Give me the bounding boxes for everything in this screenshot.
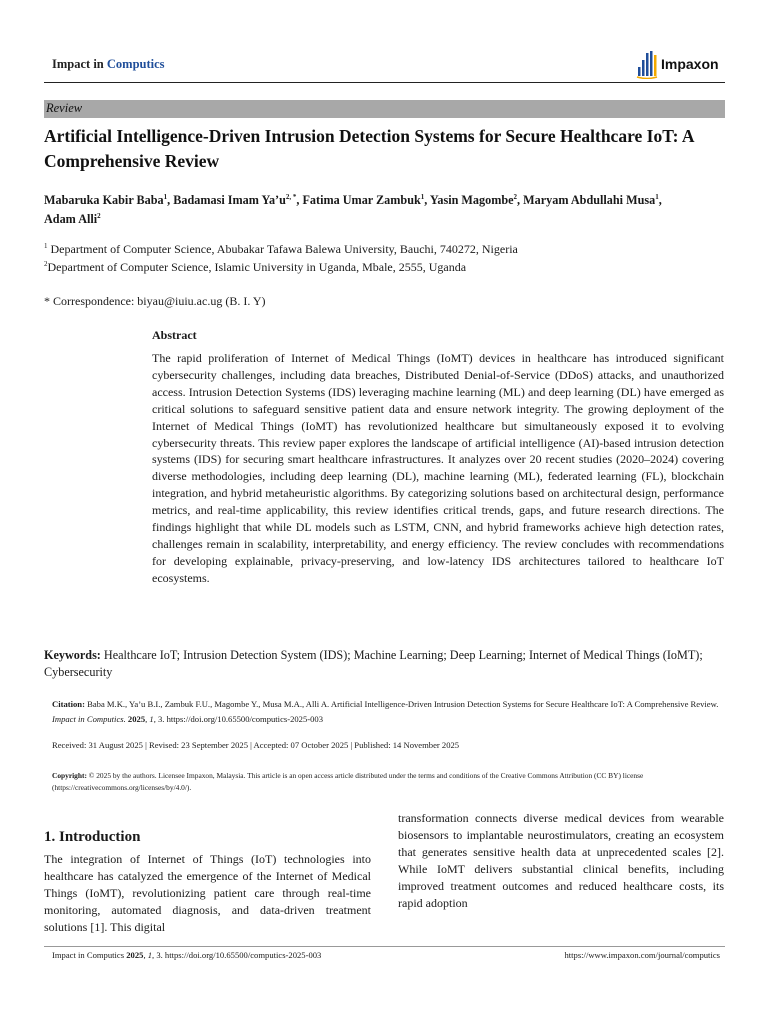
affiliation: $^2$Department of Computer Science, Islamic University in Uganda, Mbale, 2555, Uganda xyxy=(44,260,467,274)
author[interactable]: Yasin Magombe$^2$ xyxy=(429,192,518,207)
body-column-left: The integration of Internet of Things (IoT) technologies into healthcare has catalyzed the emergence of the Internet of Medical Things (IoMT), revolutionizing patient care through real-time monitoring, automated diagnosis, and data-driven treatment solutions [1]. This digital xyxy=(44,852,371,934)
publisher-logo[interactable] xyxy=(636,48,719,80)
abstract-text: The rapid proliferation of Internet of Medical Things (IoMT) devices in healthcare has introduced significant cybersecurity challenges, including data breaches, Distributed Denial-of-Service (DDoS) attacks, and unauthorized access. Intrusion Detection Systems (IDS) leveraging machine learning (ML) and deep learning (DL) have emerged as critical solutions to safeguard sensitive patient data and ensure network integrity. The growing deployment of the Internet of Medical Things (IoMT) has revolutionized healthcare but simultaneously exposed it to evolving cybersecurity threats. This review paper explores the landscape of artificial intelligence (AI)-based intrusion detection systems (IDS) for securing smart healthcare infrastructures. It analyzes over 20 recent studies (2020–2024) covering diverse methodologies, including deep learning (DL), machine learning (ML), federated learning (FL), blockchain integration, and hybrid metaheuristic algorithms. By categorizing solutions based on architectural design, performance metrics, and real-time applicability, this review identifies critical trends, gaps, and future research directions. The findings highlight that while DL models such as LSTM, CNN, and hybrid frameworks achieve high detection rates, challenges remain in scalability, interpretability, and energy efficiency. The review concludes with recommendations for developing explainable, privacy-preserving, and low-latency IDS architectures tailored to healthcare IoT ecosystems. xyxy=(152,351,724,585)
citation: Citation: Baba M.K., Ya’u B.I., Zambuk F.U., Magombe Y., Musa M.A., Alli A. Artificial Intelligence-Driven Intrusion Detection Systems for Secure Healthcare IoT: A Comprehensive Review. Impact in Computics. 2025, 1, 3. https://doi.org/10.65500/computics-2025-003 xyxy=(52,699,719,724)
section-heading: 1. Introduction xyxy=(44,829,141,845)
article-type-bar xyxy=(44,100,725,118)
abstract-heading: Abstract xyxy=(152,328,197,342)
author[interactable]: Adam Alli$^2$ xyxy=(44,211,101,226)
journal-name: Impact in Computics xyxy=(52,57,165,71)
author[interactable]: Fatima Umar Zambuk$^1$ xyxy=(302,192,425,207)
article-title: Artificial Intelligence-Driven Intrusion Detection Systems for Secure Healthcare IoT: A Comprehensive Review xyxy=(44,126,694,171)
author-list: Mabaruka Kabir Baba$^1$, Badamasi Imam $Ya’u^{2, *}$, Fatima Umar Zambuk$^1$, Yasin Magombe$^2$, Maryam Abdullahi Musa$^1$, Adam Alli$^2$ xyxy=(44,192,662,226)
copyright-notice: Copyright: © 2025 by the authors. Licensee Impaxon, Malaysia. This article is an open access article distributed under the terms and conditions of the Creative Commons Attribution (CC BY) license (https://creativecommons.org/licenses/by/4.0/). xyxy=(52,771,644,792)
logo-text: Impaxon xyxy=(661,56,719,72)
article-type: Review xyxy=(46,101,83,115)
author[interactable]: Mabaruka Kabir Baba$^1$ xyxy=(44,192,168,207)
correspondence[interactable]: * Correspondence: biyau@iuiu.ac.ug (B. I. Y) xyxy=(44,294,266,308)
footer-url[interactable]: https://www.impaxon.com/journal/computics xyxy=(564,950,720,960)
footer-citation: Impact in Computics 2025, 1, 3. https://doi.org/10.65500/computics-2025-003 xyxy=(52,950,322,960)
impaxon-logo-icon xyxy=(636,49,658,79)
affiliation: $^1$ Department of Computer Science, Abubakar Tafawa Balewa University, Bauchi, 740272, Nigeria xyxy=(44,242,518,256)
header-divider xyxy=(44,82,725,83)
footer-divider xyxy=(44,946,725,947)
author[interactable]: Badamasi Imam $Ya’u^{2, *}$ xyxy=(173,192,297,207)
keywords: Keywords: Healthcare IoT; Intrusion Detection System (IDS); Machine Learning; Deep Learning; Internet of Medical Things (IoMT); Cybersecurity xyxy=(44,648,703,680)
body-column-right: transformation connects diverse medical devices from wearable biosensors to implantable neurostimulators, creating an ecosystem that generates sensitive health data at unprecedented scales [2]. While IoMT delivers substantial clinical benefits, including improved treatment outcomes and reduced healthcare costs, its rapid adoption xyxy=(398,811,724,910)
author[interactable]: Maryam Abdullahi Musa$^1$ xyxy=(523,192,659,207)
publication-dates: Received: 31 August 2025 | Revised: 23 September 2025 | Accepted: 07 October 2025 | Published: 14 November 2025 xyxy=(52,740,460,750)
